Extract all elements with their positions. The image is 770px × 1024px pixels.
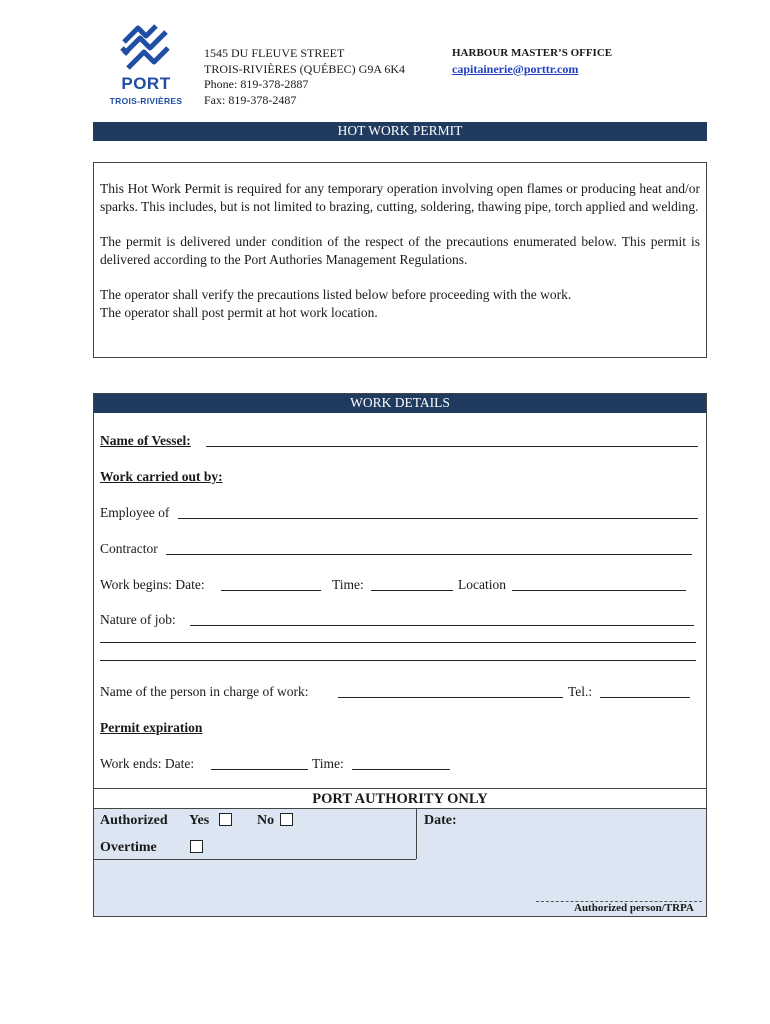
intro-post-line: The operator shall post permit at hot work location. [100, 305, 378, 320]
port-authority-area [94, 808, 706, 916]
work-details-bar [94, 394, 706, 413]
yes-checkbox[interactable] [219, 813, 232, 826]
ends-date-field[interactable] [211, 769, 308, 770]
tel-label: Tel.: [568, 684, 593, 699]
begins-date-field[interactable] [221, 590, 321, 591]
carried-out-label: Work carried out by: [100, 469, 223, 484]
work-details-box [93, 393, 707, 917]
authority-divider-vertical [416, 809, 417, 859]
contractor-field[interactable] [166, 554, 692, 555]
begins-time-label: Time: [332, 577, 364, 592]
authority-divider-horizontal [94, 859, 416, 860]
person-in-charge-label: Name of the person in charge of work: [100, 684, 309, 699]
no-checkbox[interactable] [280, 813, 293, 826]
port-logo [108, 24, 184, 108]
port-logo-icon [120, 24, 172, 72]
address-city: TROIS-RIVIÈRES (QUÉBEC) G9A 6K4 [204, 61, 405, 76]
nature-field-line-1[interactable] [190, 625, 694, 626]
office-title: HARBOUR MASTER’S OFFICE [452, 47, 613, 59]
intro-box [93, 162, 707, 358]
tel-field[interactable] [600, 697, 690, 698]
page-title: HOT WORK PERMIT [337, 123, 463, 138]
permit-expiration-label: Permit expiration [100, 720, 203, 735]
vessel-field[interactable] [206, 446, 698, 447]
nature-field-line-2[interactable] [100, 642, 696, 643]
intro-paragraph-1: This Hot Work Permit is required for any temporary operation involving open flames or producing heat and/or sparks. This includes, but is not limited to brazing, cutting, soldering, thawing pipe, torch applied and welding. [100, 181, 700, 214]
overtime-checkbox[interactable] [190, 840, 203, 853]
logo-subtitle: TROIS-RIVIÈRES [109, 96, 183, 106]
ends-date-label: Work ends: Date: [100, 756, 195, 771]
title-bar [93, 122, 707, 141]
address-street: 1545 DU FLEUVE STREET [204, 46, 345, 60]
location-field[interactable] [512, 590, 686, 591]
fax-number: Fax: 819-378-2487 [204, 92, 297, 107]
begins-date-label: Work begins: Date: [100, 577, 205, 592]
begins-time-field[interactable] [371, 590, 453, 591]
authority-date-label: Date: [424, 813, 457, 828]
ends-time-label: Time: [312, 756, 344, 771]
phone-number: Phone: 819-378-2887 [204, 77, 309, 91]
person-in-charge-field[interactable] [338, 697, 563, 698]
contractor-label: Contractor [100, 541, 158, 556]
overtime-label: Overtime [100, 840, 157, 855]
logo-name: PORT [121, 74, 171, 93]
intro-paragraph-2: The permit is delivered under condition of the respect of the precautions enumerated below. This permit is delivered according to the Port Authories Management Regulations. [100, 234, 700, 267]
vessel-label: Name of Vessel: [100, 433, 191, 448]
address-block [204, 46, 405, 108]
authorized-label: Authorized [100, 813, 168, 828]
intro-verify-line: The operator shall verify the precautions listed below before proceeding with the work. [100, 287, 572, 302]
employee-field[interactable] [178, 518, 698, 519]
no-label: No [257, 813, 275, 828]
signature-label: Authorized person/TRPA [574, 902, 694, 914]
yes-label: Yes [189, 813, 210, 828]
work-details-title: WORK DETAILS [350, 395, 450, 410]
office-block [452, 46, 612, 77]
location-label: Location [458, 577, 506, 592]
employee-label: Employee of [100, 505, 170, 520]
nature-field-line-3[interactable] [100, 660, 696, 661]
office-email-link[interactable]: capitainerie@porttr.com [452, 61, 579, 76]
intro-paragraph-3 [100, 286, 700, 322]
port-authority-title: PORT AUTHORITY ONLY [94, 788, 706, 808]
nature-label: Nature of job: [100, 612, 176, 627]
ends-time-field[interactable] [352, 769, 450, 770]
